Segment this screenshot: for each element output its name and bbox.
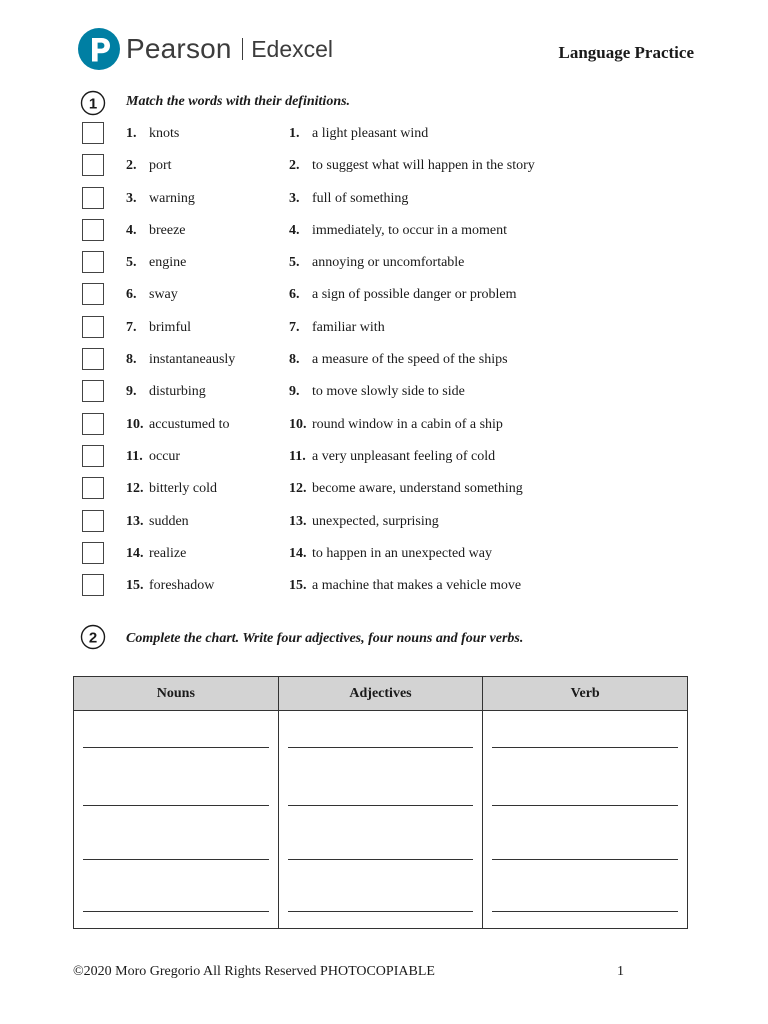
- word-text: breeze: [149, 222, 186, 238]
- word-number: 12.: [126, 481, 144, 497]
- exercise-1-number-badge: [80, 90, 106, 116]
- definition-text: become aware, understand something: [312, 481, 523, 497]
- word-text: port: [149, 158, 172, 174]
- word-term: [126, 417, 229, 433]
- word-term: [126, 158, 172, 174]
- answer-box[interactable]: [82, 413, 104, 435]
- definition-number: 7.: [289, 319, 300, 335]
- word-term: [126, 320, 191, 336]
- word-number: 4.: [126, 222, 137, 238]
- word-number: 6.: [126, 287, 137, 303]
- word-number: 13.: [126, 513, 144, 529]
- definition: [289, 417, 503, 433]
- definition: [289, 223, 507, 239]
- word-number: 5.: [126, 255, 137, 271]
- page-number: 1: [617, 964, 624, 979]
- chart-column-header: Verb: [570, 685, 600, 701]
- word-text: bitterly cold: [149, 481, 218, 497]
- list-item: [80, 409, 700, 441]
- definition-number: 9.: [289, 384, 300, 400]
- exercise-2-number-badge: [80, 624, 106, 650]
- definition: [289, 384, 465, 400]
- answer-box[interactable]: [82, 122, 104, 144]
- answer-box[interactable]: [82, 219, 104, 241]
- answer-box[interactable]: [82, 283, 104, 305]
- matching-list: [80, 118, 700, 602]
- list-item: [80, 312, 700, 344]
- word-term: [126, 449, 180, 465]
- exercise-1-instruction: Match the words with their definitions.: [126, 94, 351, 109]
- brand-name: Pearson: [126, 33, 232, 64]
- definition-text: annoying or uncomfortable: [312, 255, 465, 271]
- definition-number: 1.: [289, 126, 300, 141]
- answer-line[interactable]: [492, 859, 678, 860]
- definition-number: 8.: [289, 352, 300, 368]
- definition-text: to move slowly side to side: [312, 384, 465, 400]
- answer-line[interactable]: [83, 911, 269, 912]
- definition-text: full of something: [312, 190, 409, 206]
- definition-text: round window in a cabin of a ship: [312, 416, 503, 432]
- chart-body-row: [74, 711, 687, 928]
- answer-box[interactable]: [82, 348, 104, 370]
- word-term: [126, 578, 214, 594]
- logo-divider: [242, 38, 244, 60]
- list-item: [80, 279, 700, 311]
- answer-box[interactable]: [82, 574, 104, 596]
- answer-line[interactable]: [83, 859, 269, 860]
- answer-line[interactable]: [492, 747, 678, 748]
- definition-text: a machine that makes a vehicle move: [312, 578, 522, 594]
- word-text: instantaneausly: [149, 352, 236, 368]
- word-text: disturbing: [149, 384, 206, 400]
- definition-number: 2.: [289, 158, 300, 174]
- word-text: brimful: [149, 319, 191, 335]
- definition: [289, 449, 495, 465]
- definition-number: 3.: [289, 190, 300, 206]
- word-chart-table: [73, 676, 688, 929]
- answer-box[interactable]: [82, 251, 104, 273]
- list-item: [80, 473, 700, 505]
- definition-number: 6.: [289, 287, 300, 303]
- chart-column-header: Adjectives: [279, 677, 484, 710]
- definition-text: to suggest what will happen in the story: [312, 158, 535, 174]
- definition-text: a sign of possible danger or problem: [312, 287, 517, 303]
- copyright-footer: ©2020 Moro Gregorio All Rights Reserved PHOTOCOPIABLE: [73, 964, 435, 979]
- word-term: [126, 126, 179, 142]
- answer-line[interactable]: [288, 911, 474, 912]
- definition-text: a light pleasant wind: [312, 126, 429, 141]
- definition-text: unexpected, surprising: [312, 513, 439, 529]
- answer-line[interactable]: [288, 859, 474, 860]
- definition: [289, 126, 428, 142]
- definition: [289, 514, 439, 530]
- definition-number: 5.: [289, 255, 300, 271]
- answer-line[interactable]: [83, 747, 269, 748]
- list-item: [80, 344, 700, 376]
- word-text: realize: [149, 545, 187, 561]
- word-text: knots: [149, 126, 180, 141]
- word-number: 11.: [126, 448, 143, 464]
- list-item: [80, 441, 700, 473]
- definition: [289, 191, 408, 207]
- list-item: [80, 118, 700, 150]
- list-item: [80, 183, 700, 215]
- answer-box[interactable]: [82, 154, 104, 176]
- word-number: 3.: [126, 190, 137, 206]
- word-term: [126, 384, 206, 400]
- page-title: Language Practice: [558, 43, 694, 62]
- answer-box[interactable]: [82, 316, 104, 338]
- definition: [289, 255, 464, 271]
- list-item: [80, 538, 700, 570]
- word-number: 1.: [126, 126, 137, 141]
- word-number: 9.: [126, 384, 137, 400]
- list-item: [80, 570, 700, 602]
- word-number: 10.: [126, 416, 144, 432]
- definition: [289, 546, 492, 562]
- definition-number: 13.: [289, 513, 307, 529]
- word-text: sudden: [149, 513, 189, 529]
- pearson-logo: [78, 27, 333, 71]
- definition: [289, 320, 385, 336]
- definition-text: a very unpleasant feeling of cold: [312, 448, 496, 464]
- answer-box[interactable]: [82, 542, 104, 564]
- chart-column: [74, 711, 279, 928]
- exercise-1-number: 1: [88, 95, 98, 113]
- definition-text: immediately, to occur in a moment: [312, 222, 508, 238]
- exercise-2-instruction: Complete the chart. Write four adjectives, four nouns and four verbs.: [126, 631, 524, 646]
- product-name: Edexcel: [251, 35, 334, 62]
- chart-column: [483, 711, 687, 928]
- answer-line[interactable]: [288, 747, 474, 748]
- word-text: engine: [149, 255, 187, 271]
- definition: [289, 158, 535, 174]
- word-term: [126, 255, 186, 271]
- definition: [289, 352, 508, 368]
- definition: [289, 287, 517, 303]
- word-term: [126, 191, 195, 207]
- answer-box[interactable]: [82, 510, 104, 532]
- word-term: [126, 481, 217, 497]
- word-text: accustumed to: [149, 416, 230, 432]
- word-number: 2.: [126, 158, 137, 174]
- list-item: [80, 215, 700, 247]
- definition-text: to happen in an unexpected way: [312, 545, 492, 561]
- list-item: [80, 506, 700, 538]
- word-text: sway: [149, 287, 178, 303]
- word-text: warning: [149, 190, 195, 206]
- exercise-2-number: 2: [88, 629, 98, 647]
- definition-number: 11.: [289, 448, 306, 464]
- pearson-p-logo-icon: [78, 28, 120, 70]
- answer-box[interactable]: [82, 187, 104, 209]
- word-term: [126, 352, 235, 368]
- answer-box[interactable]: [82, 445, 104, 467]
- word-text: foreshadow: [149, 578, 215, 594]
- definition-number: 10.: [289, 416, 307, 432]
- definition-number: 14.: [289, 545, 307, 561]
- definition-number: 15.: [289, 578, 307, 594]
- word-number: 7.: [126, 319, 137, 335]
- word-text: occur: [149, 448, 181, 464]
- word-term: [126, 287, 178, 303]
- word-term: [126, 514, 189, 530]
- answer-box[interactable]: [82, 477, 104, 499]
- definition-text: familiar with: [312, 319, 385, 335]
- definition: [289, 578, 521, 594]
- word-term: [126, 223, 186, 239]
- word-term: [126, 546, 186, 562]
- chart-header-row: [74, 677, 687, 711]
- answer-line[interactable]: [492, 805, 678, 806]
- chart-column: [279, 711, 484, 928]
- answer-line[interactable]: [83, 805, 269, 806]
- definition: [289, 481, 523, 497]
- word-number: 15.: [126, 578, 144, 594]
- list-item: [80, 150, 700, 182]
- answer-box[interactable]: [82, 380, 104, 402]
- list-item: [80, 376, 700, 408]
- list-item: [80, 247, 700, 279]
- definition-number: 12.: [289, 481, 307, 497]
- answer-line[interactable]: [492, 911, 678, 912]
- word-number: 14.: [126, 545, 144, 561]
- chart-column-header: Nouns: [74, 677, 279, 710]
- word-number: 8.: [126, 352, 137, 368]
- answer-line[interactable]: [288, 805, 474, 806]
- definition-text: a measure of the speed of the ships: [312, 352, 508, 368]
- definition-number: 4.: [289, 222, 300, 238]
